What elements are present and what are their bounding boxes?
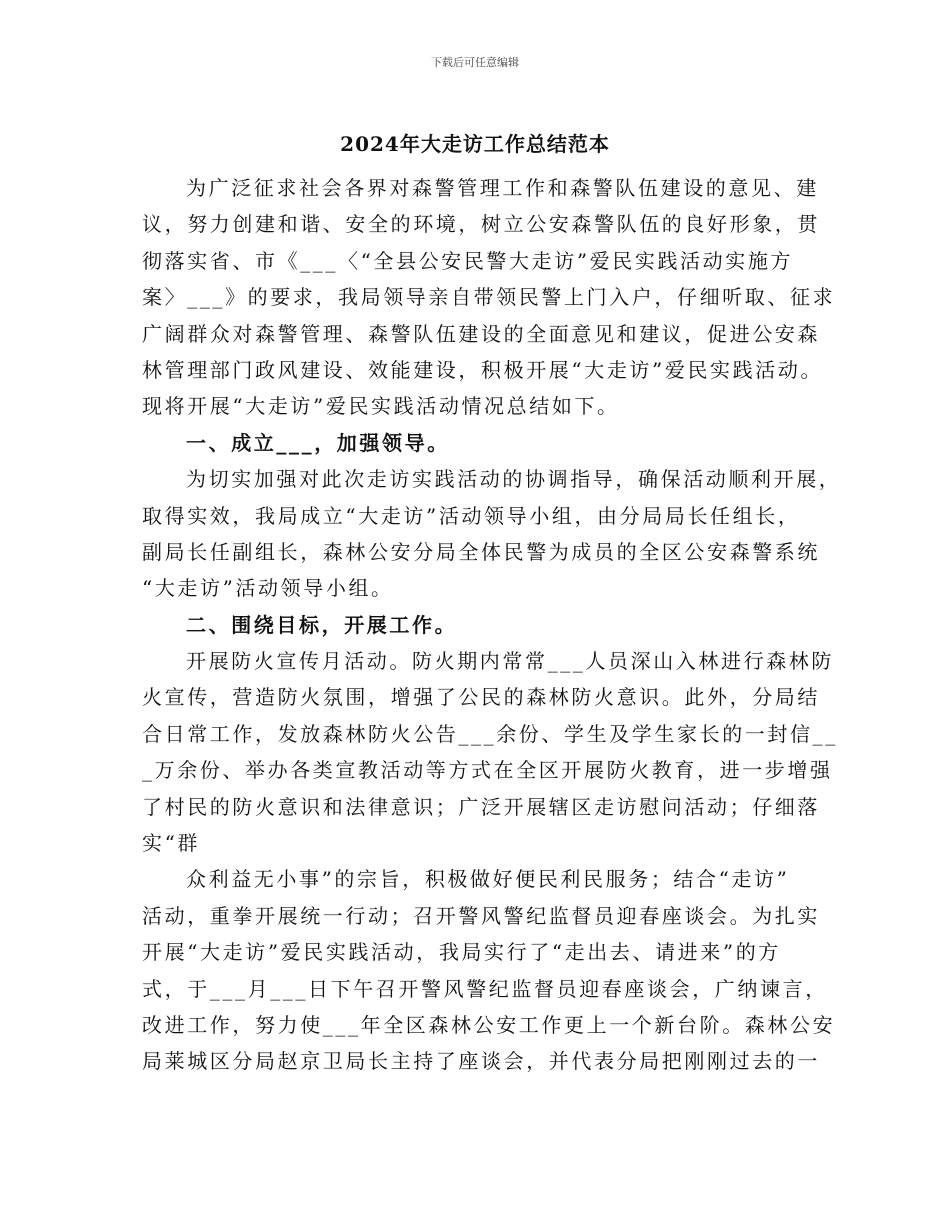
paragraph-line: 开展“大走访”爱民实践活动，我局实行了“走出去、请进来”的方 [142,940,781,965]
paragraph-line: 式，于___月___日下午召开警风警纪监督员迎春座谈会，广纳谏言， [142,976,828,1001]
paragraph-line: 现将开展“大走访”爱民实践活动情况总结如下。 [142,394,620,419]
paragraph-line: 副局长任副组长，森林公安分局全体民警为成员的全区公安森警系统 [142,539,820,564]
section-heading: 二、围绕目标，开展工作。 [186,612,458,637]
section-heading: 一、成立___，加强领导。 [186,430,450,455]
document-body [142,170,842,1080]
document-title: 2024年大走访工作总结范本 [340,132,610,156]
paragraph-line: 林管理部门政风建设、效能建设，积极开展“大走访”爱民实践活动。 [142,357,824,382]
paragraph-line: 广阔群众对森警管理、森警队伍建设的全面意见和建议，促进公安森 [142,321,820,346]
paragraph-line: 取得实效，我局成立“大走访”活动领导小组，由分局局长任组长， [142,503,801,528]
paragraph-line: 彻落实省、市《___〈“全县公安民警大走访”爱民实践活动实施方 [142,248,794,273]
paragraph-line: 开展防火宣传月活动。防火期内常常___人员深山入林进行森林防 [186,649,834,674]
paragraph-line: 为广泛征求社会各界对森警管理工作和森警队伍建设的意见、建 [186,176,819,200]
paragraph-line: 改进工作，努力使___年全区森林公安工作更上一个新台阶。森林公安 [142,1012,836,1037]
paragraph-line: 活动，重拳开展统一行动；召开警风警纪监督员迎春座谈会。为扎实 [142,903,820,928]
paragraph-line: 议，努力创建和谐、安全的环境，树立公安森警队伍的良好形象，贯 [142,212,820,237]
paragraph-line: 局莱城区分局赵京卫局长主持了座谈会，并代表分局把刚刚过去的一 [142,1049,820,1074]
paragraph-line: 众利益无小事”的宗旨，积极做好便民利民服务；结合“走访” [186,867,790,892]
paragraph-line: 了村民的防火意识和法律意识；广泛开展辖区走访慰问活动；仔细落 [142,794,820,819]
paragraph-line: 案〉___》的要求，我局领导亲自带领民警上门入户，仔细听取、征求 [142,285,836,310]
paragraph-line: _万余份、举办各类宣教活动等方式在全区开展防火教育，进一步增强 [142,758,833,783]
header-note: 下载后可任意编辑 [431,56,519,69]
paragraph-line: 实“群 [142,831,201,856]
paragraph-line: 火宣传，营造防火氛围，增强了公民的森林防火意识。此外，分局结 [142,685,820,710]
paragraph-line: 为切实加强对此次走访实践活动的协调指导，确保活动顺利开展， [186,467,842,492]
paragraph-line: “大走访”活动领导小组。 [142,576,394,601]
paragraph-line: 合日常工作，发放森林防火公告___余份、学生及学生家长的一封信__ [142,721,838,746]
